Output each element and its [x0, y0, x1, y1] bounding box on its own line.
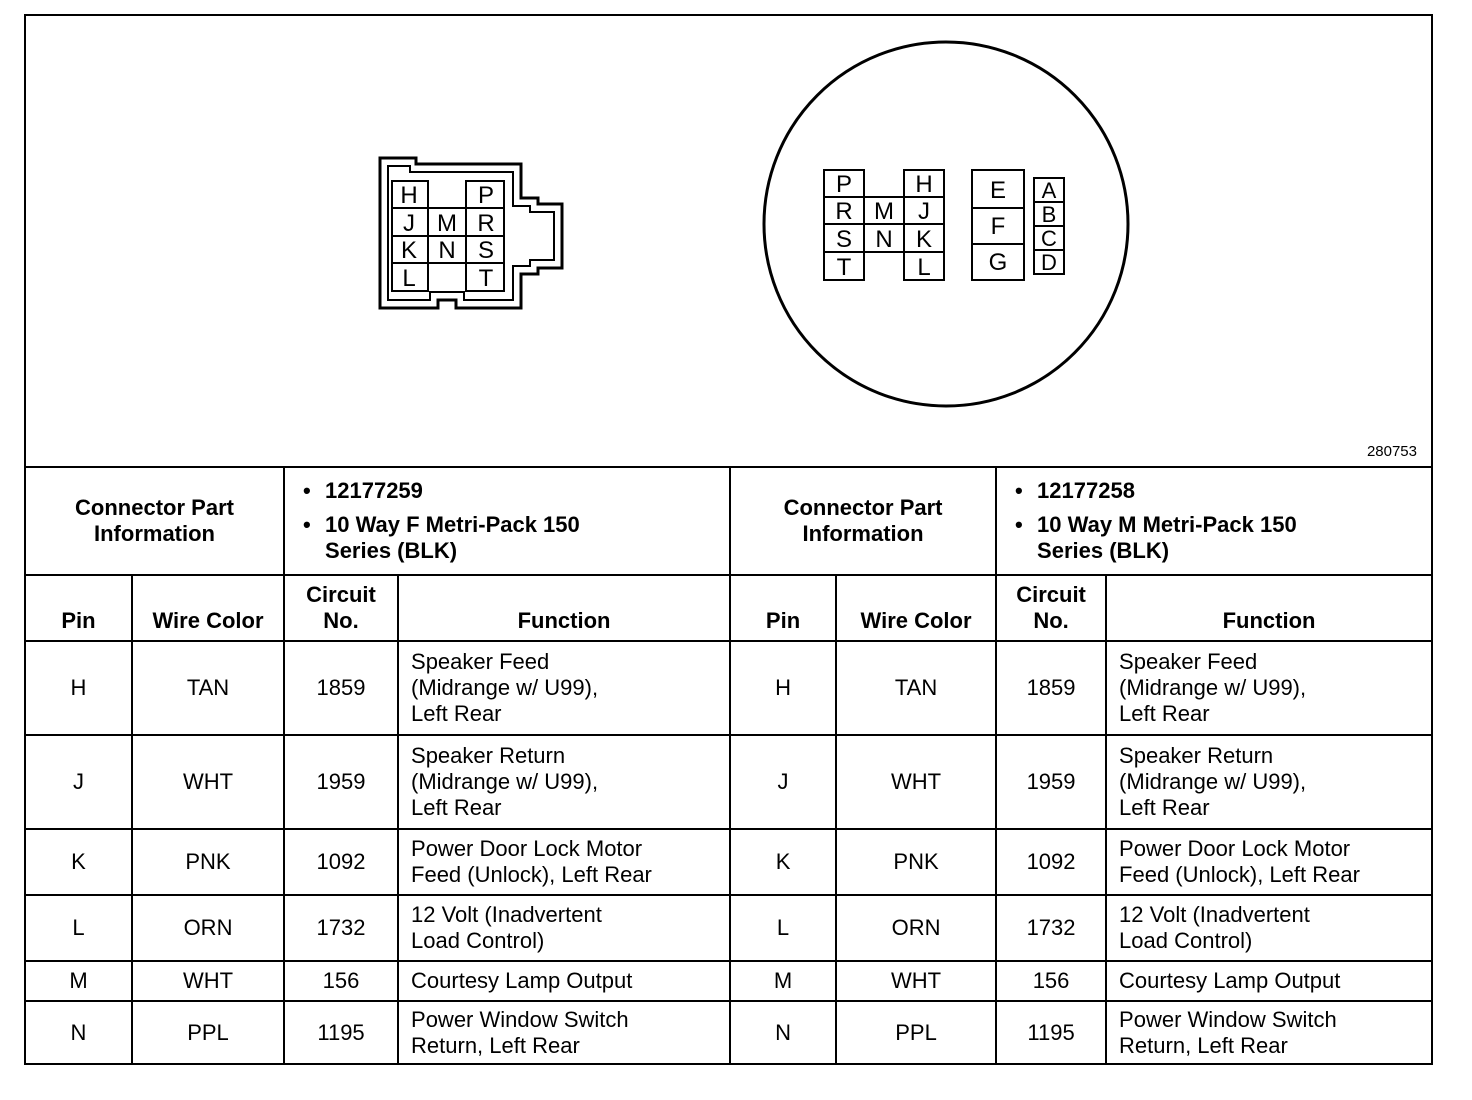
right-circuit-no: 1195 [996, 1001, 1106, 1064]
left-pin: L [26, 895, 132, 961]
left-pin: K [26, 829, 132, 895]
right-function: 12 Volt (Inadvertent Load Control) [1106, 895, 1431, 961]
left-pin: J [26, 735, 132, 829]
left-circuit-no: 1959 [284, 735, 398, 829]
left-wire-color: TAN [132, 641, 284, 735]
female-pin-k: K [400, 237, 418, 264]
left-col-pin: Pin [26, 575, 132, 641]
left-circuit-no: 1732 [284, 895, 398, 961]
table-row [26, 961, 1431, 1001]
male-pin-p: P [835, 171, 853, 198]
left-pin: H [26, 641, 132, 735]
connector-diagram [26, 16, 1431, 466]
right-part-info [996, 467, 1431, 575]
male-pin-m: M [874, 198, 894, 225]
right-pin: K [730, 829, 836, 895]
male-pin-c: C [1041, 226, 1057, 251]
male-pin-l: L [917, 254, 931, 281]
right-circuit-no: 1859 [996, 641, 1106, 735]
pinout-rows [26, 641, 1431, 1064]
connector-info-row [26, 467, 1431, 575]
female-pin-labels [400, 182, 494, 292]
male-pin-e: E [989, 177, 1007, 204]
female-pin-s: S [477, 237, 495, 264]
left-pin: N [26, 1001, 132, 1064]
male-pin-s: S [835, 226, 853, 253]
right-col-pin: Pin [730, 575, 836, 641]
right-part-number: • 12177258 [1037, 478, 1431, 504]
left-function: Speaker Return (Midrange w/ U99), Left Rear [398, 735, 730, 829]
male-pin-n: N [875, 226, 893, 253]
right-wire-color: PPL [836, 1001, 996, 1064]
left-function: Courtesy Lamp Output [398, 961, 730, 1001]
male-pin-b: B [1041, 202, 1057, 227]
left-circuit-no: 1859 [284, 641, 398, 735]
right-col-wire-color: Wire Color [836, 575, 996, 641]
right-circuit-no: 156 [996, 961, 1106, 1001]
right-wire-color: WHT [836, 735, 996, 829]
right-function: Power Door Lock Motor Feed (Unlock), Left Rear [1106, 829, 1431, 895]
male-pin-k: K [915, 226, 933, 253]
right-part-desc: • 10 Way M Metri-Pack 150 Series (BLK) [1037, 512, 1431, 564]
right-function: Speaker Feed (Midrange w/ U99), Left Rear [1106, 641, 1431, 735]
table-row [26, 895, 1431, 961]
right-pin: H [730, 641, 836, 735]
right-wire-color: TAN [836, 641, 996, 735]
left-col-function: Function [398, 575, 730, 641]
table-row [26, 829, 1431, 895]
right-circuit-no: 1959 [996, 735, 1106, 829]
connector-pinout-table [26, 466, 1431, 1064]
left-info-label: Connector Part Information [26, 467, 284, 575]
left-function: Speaker Feed (Midrange w/ U99), Left Rear [398, 641, 730, 735]
right-wire-color: ORN [836, 895, 996, 961]
female-pin-l: L [402, 265, 416, 292]
right-circuit-no: 1732 [996, 895, 1106, 961]
left-part-number: • 12177259 [325, 478, 729, 504]
table-row [26, 641, 1431, 735]
left-wire-color: PNK [132, 829, 284, 895]
left-col-wire-color: Wire Color [132, 575, 284, 641]
left-function: Power Door Lock Motor Feed (Unlock), Left Rear [398, 829, 730, 895]
left-wire-color: WHT [132, 735, 284, 829]
right-pin: N [730, 1001, 836, 1064]
connector-sheet [24, 14, 1433, 1065]
left-wire-color: PPL [132, 1001, 284, 1064]
right-pin: J [730, 735, 836, 829]
table-row [26, 1001, 1431, 1064]
female-pin-j: J [403, 210, 415, 237]
right-info-label: Connector Part Information [730, 467, 996, 575]
female-pin-n: N [438, 237, 456, 264]
male-pin-j: J [918, 198, 930, 225]
male-connector-circle [764, 42, 1128, 406]
right-wire-color: WHT [836, 961, 996, 1001]
left-circuit-no: 1195 [284, 1001, 398, 1064]
male-pin-f: F [990, 213, 1006, 240]
male-pin-grid [824, 170, 1064, 280]
left-function: Power Window Switch Return, Left Rear [398, 1001, 730, 1064]
right-col-function: Function [1106, 575, 1431, 641]
female-pin-r: R [477, 210, 495, 237]
female-pin-m: M [437, 210, 457, 237]
left-function: 12 Volt (Inadvertent Load Control) [398, 895, 730, 961]
left-pin: M [26, 961, 132, 1001]
male-pin-g: G [988, 249, 1008, 276]
male-pin-r: R [835, 198, 853, 225]
left-part-info [284, 467, 730, 575]
left-wire-color: ORN [132, 895, 284, 961]
right-function: Speaker Return (Midrange w/ U99), Left Rear [1106, 735, 1431, 829]
right-col-circuit: Circuit No. [996, 575, 1106, 641]
right-function: Courtesy Lamp Output [1106, 961, 1431, 1001]
male-pin-t: T [836, 254, 852, 281]
female-pin-t: T [478, 265, 494, 292]
right-pin: L [730, 895, 836, 961]
right-pin: M [730, 961, 836, 1001]
male-pin-h: H [915, 171, 933, 198]
right-wire-color: PNK [836, 829, 996, 895]
left-circuit-no: 156 [284, 961, 398, 1001]
left-part-desc: • 10 Way F Metri-Pack 150 Series (BLK) [325, 512, 729, 564]
male-pin-d: D [1041, 250, 1057, 275]
male-pin-a: A [1041, 178, 1057, 203]
female-pin-p: P [477, 182, 495, 209]
female-pin-h: H [400, 182, 418, 209]
right-function: Power Window Switch Return, Left Rear [1106, 1001, 1431, 1064]
figure-reference-number: 280753 [1366, 443, 1417, 460]
column-header-row [26, 575, 1431, 641]
table-row [26, 735, 1431, 829]
right-circuit-no: 1092 [996, 829, 1106, 895]
left-wire-color: WHT [132, 961, 284, 1001]
left-circuit-no: 1092 [284, 829, 398, 895]
left-col-circuit: Circuit No. [284, 575, 398, 641]
